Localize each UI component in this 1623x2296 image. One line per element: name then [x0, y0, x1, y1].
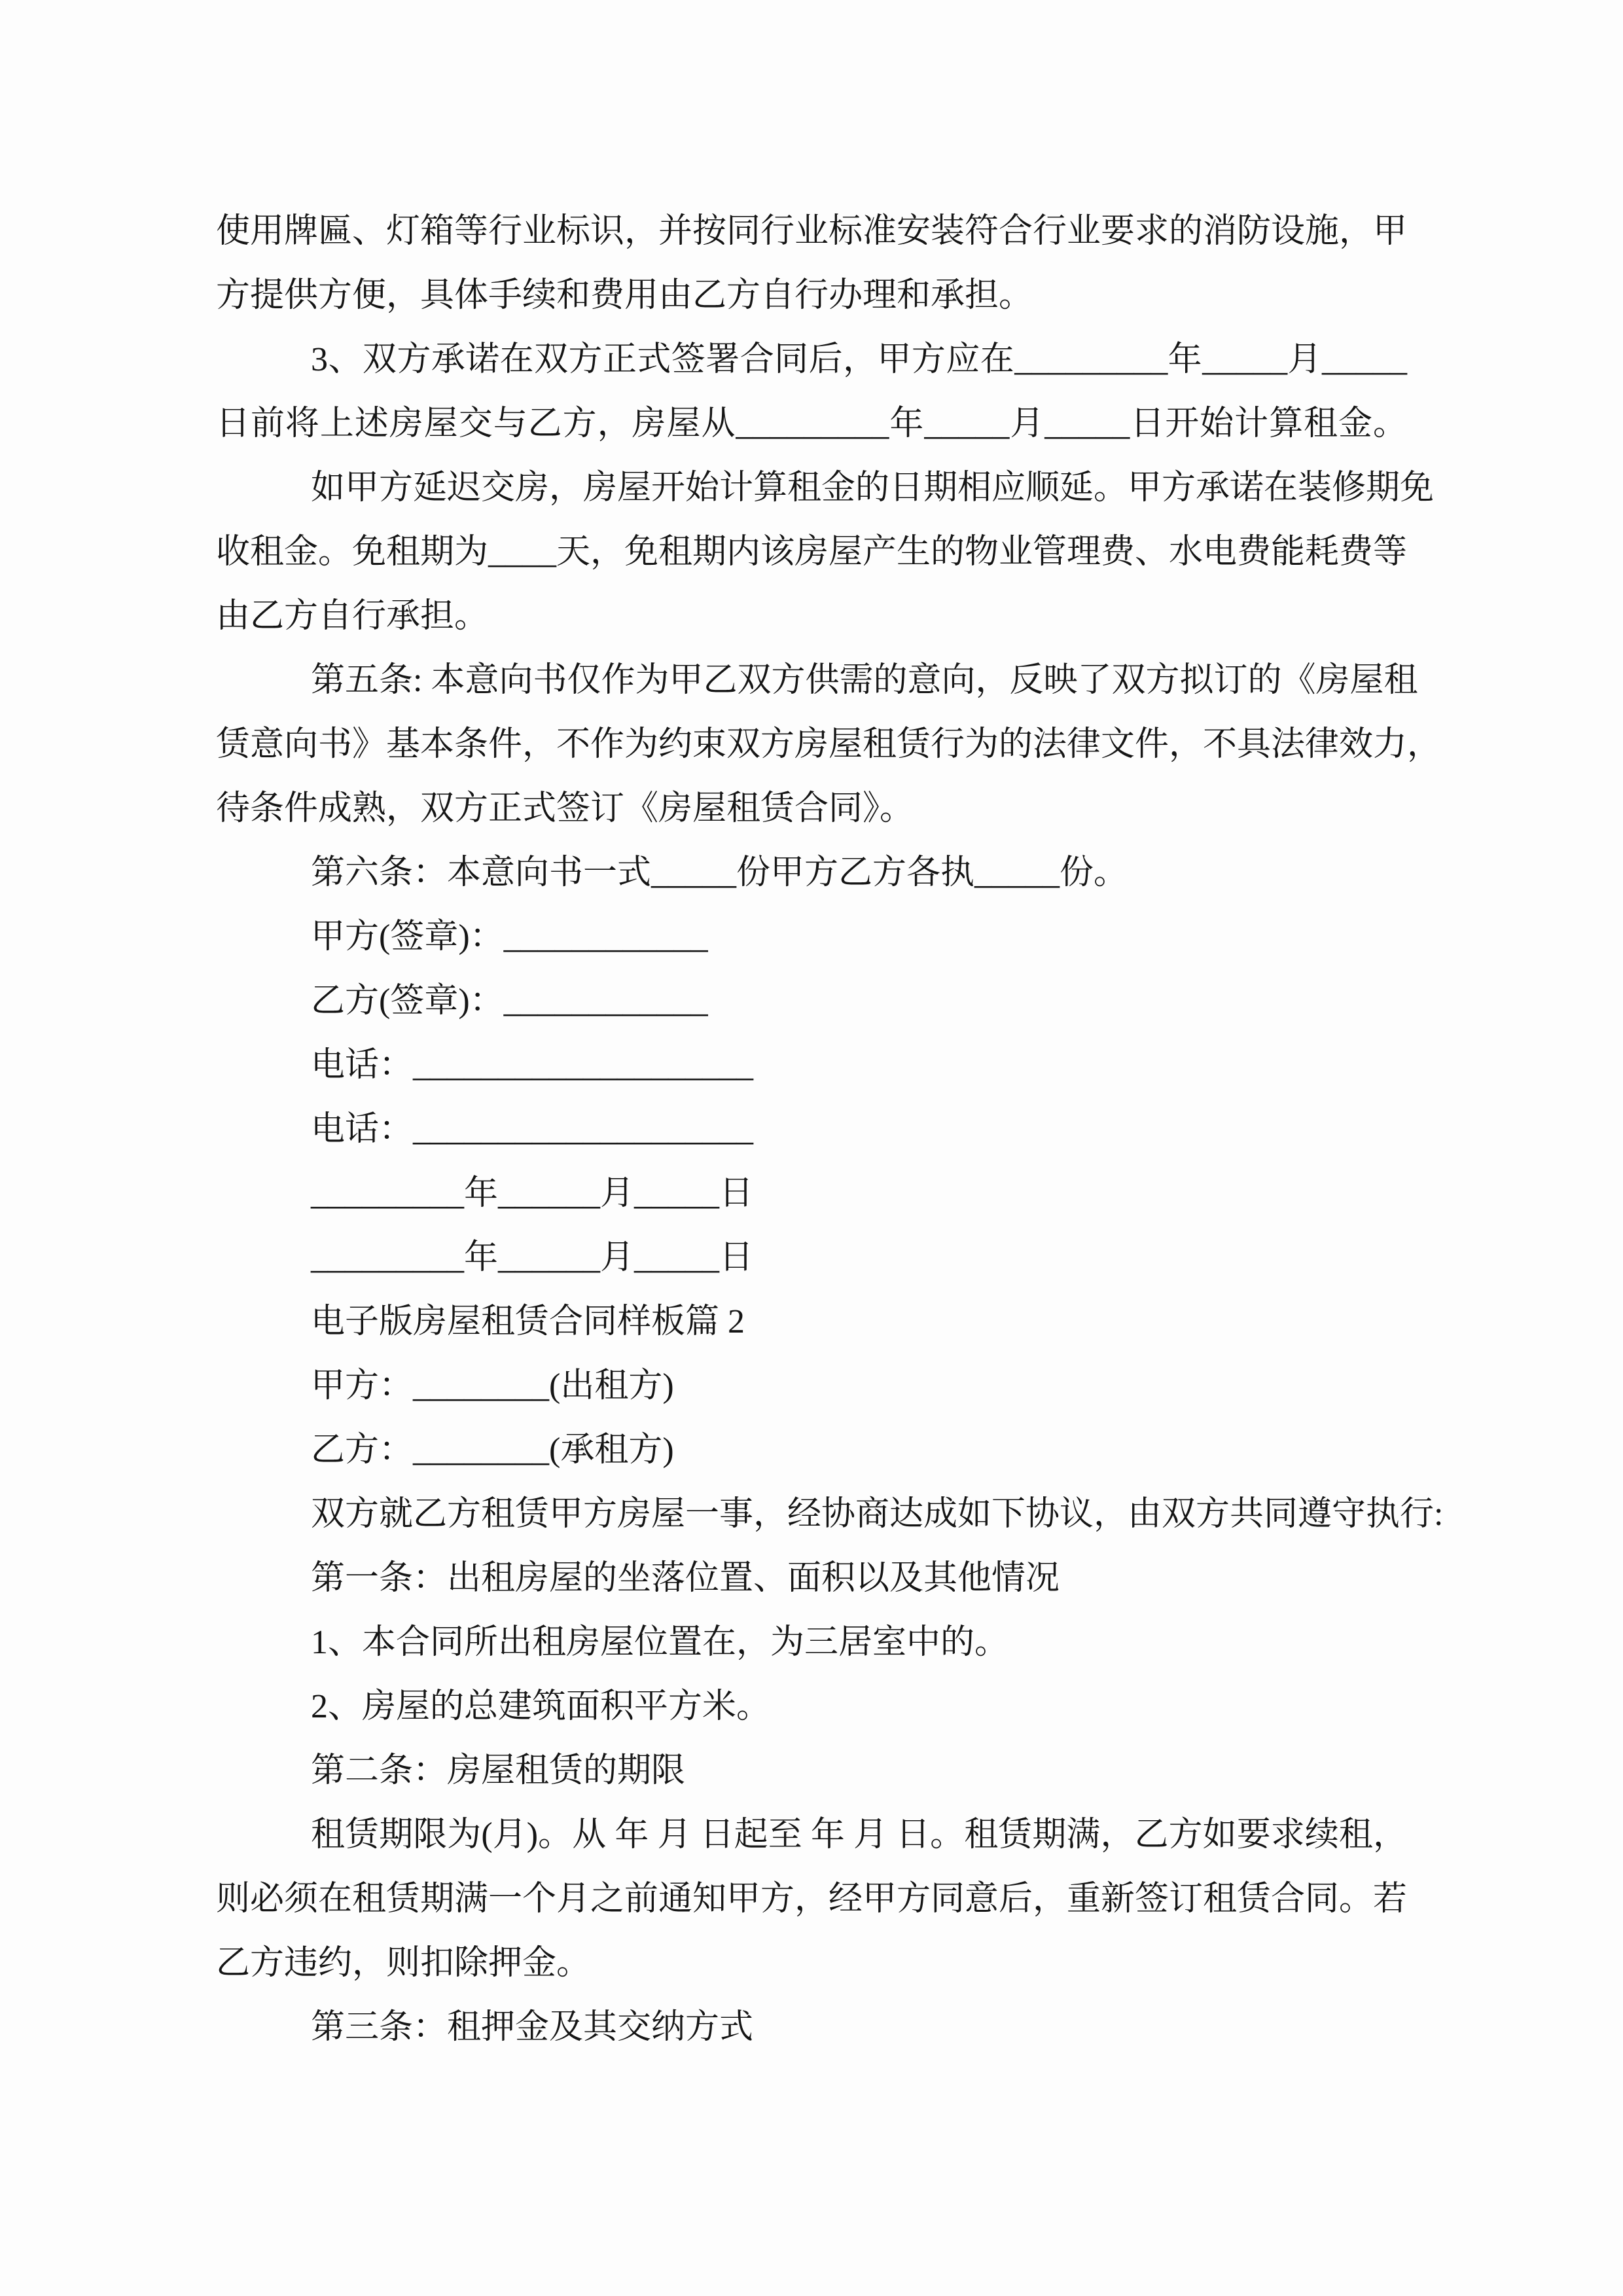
document-line: _________年______月_____日 — [311, 1175, 754, 1212]
document-line: 如甲方延迟交房，房屋开始计算租金的日期相应顺延。甲方承诺在装修期免 — [311, 469, 1435, 507]
document-body — [216, 200, 1444, 2060]
document-line: 第三条：租押金及其交纳方式 — [311, 2009, 754, 2046]
document-line: _________年______月_____日 — [311, 1239, 754, 1276]
document-line: 日前将上述房屋交与乙方，房屋从_________年_____月_____日开始计算租金。 — [216, 405, 1407, 442]
document-line: 电子版房屋租赁合同样板篇 2 — [311, 1303, 745, 1340]
document-line: 甲方：________(出租方) — [311, 1367, 674, 1405]
document-line: 租赁期限为(月)。从 年 月 日起至 年 月 日。租赁期满，乙方如要求续租， — [311, 1816, 1407, 1854]
document-line: 乙方违约，则扣除押金。 — [216, 1945, 591, 1982]
document-line: 收租金。免租期为____天，免租期内该房屋产生的物业管理费、水电费能耗费等 — [216, 533, 1408, 571]
document-line: 双方就乙方租赁甲方房屋一事，经协商达成如下协议，由双方共同遵守执行: — [311, 1496, 1444, 1533]
document-line: 电话：____________________ — [311, 1047, 754, 1084]
document-line: 乙方(签章)：____________ — [311, 982, 708, 1020]
document-line: 2、房屋的总建筑面积平方米。 — [311, 1688, 771, 1725]
document-line: 电话：____________________ — [311, 1111, 754, 1148]
document-line: 待条件成熟，双方正式签订《房屋租赁合同》。 — [216, 790, 914, 827]
document-line: 第六条：本意向书一式_____份甲方乙方各执_____份。 — [311, 854, 1128, 891]
document-line: 乙方：________(承租方) — [311, 1431, 674, 1469]
document-line: 由乙方自行承担。 — [216, 598, 489, 635]
document-line: 1、本合同所出租房屋位置在，为三居室中的。 — [311, 1624, 1009, 1661]
document-line: 方提供方便，具体手续和费用由乙方自行办理和承担。 — [216, 277, 1033, 314]
document-line: 则必须在租赁期满一个月之前通知甲方，经甲方同意后，重新签订租赁合同。若 — [216, 1880, 1408, 1918]
document-line: 第五条: 本意向书仅作为甲乙双方供需的意向，反映了双方拟订的《房屋租 — [311, 662, 1418, 699]
document-line: 使用牌匾、灯箱等行业标识，并按同行业标准安装符合行业要求的消防设施，甲 — [216, 213, 1408, 250]
document-line: 第一条：出租房屋的坐落位置、面积以及其他情况 — [311, 1560, 1060, 1597]
document-line: 赁意向书》基本条件，不作为约束双方房屋租赁行为的法律文件，不具法律效力， — [216, 726, 1442, 763]
document-line: 3、双方承诺在双方正式签署合同后，甲方应在_________年_____月_____ — [311, 341, 1407, 378]
document-line: 第二条：房屋租赁的期限 — [311, 1752, 686, 1789]
document-line: 甲方(签章)：____________ — [311, 918, 708, 956]
